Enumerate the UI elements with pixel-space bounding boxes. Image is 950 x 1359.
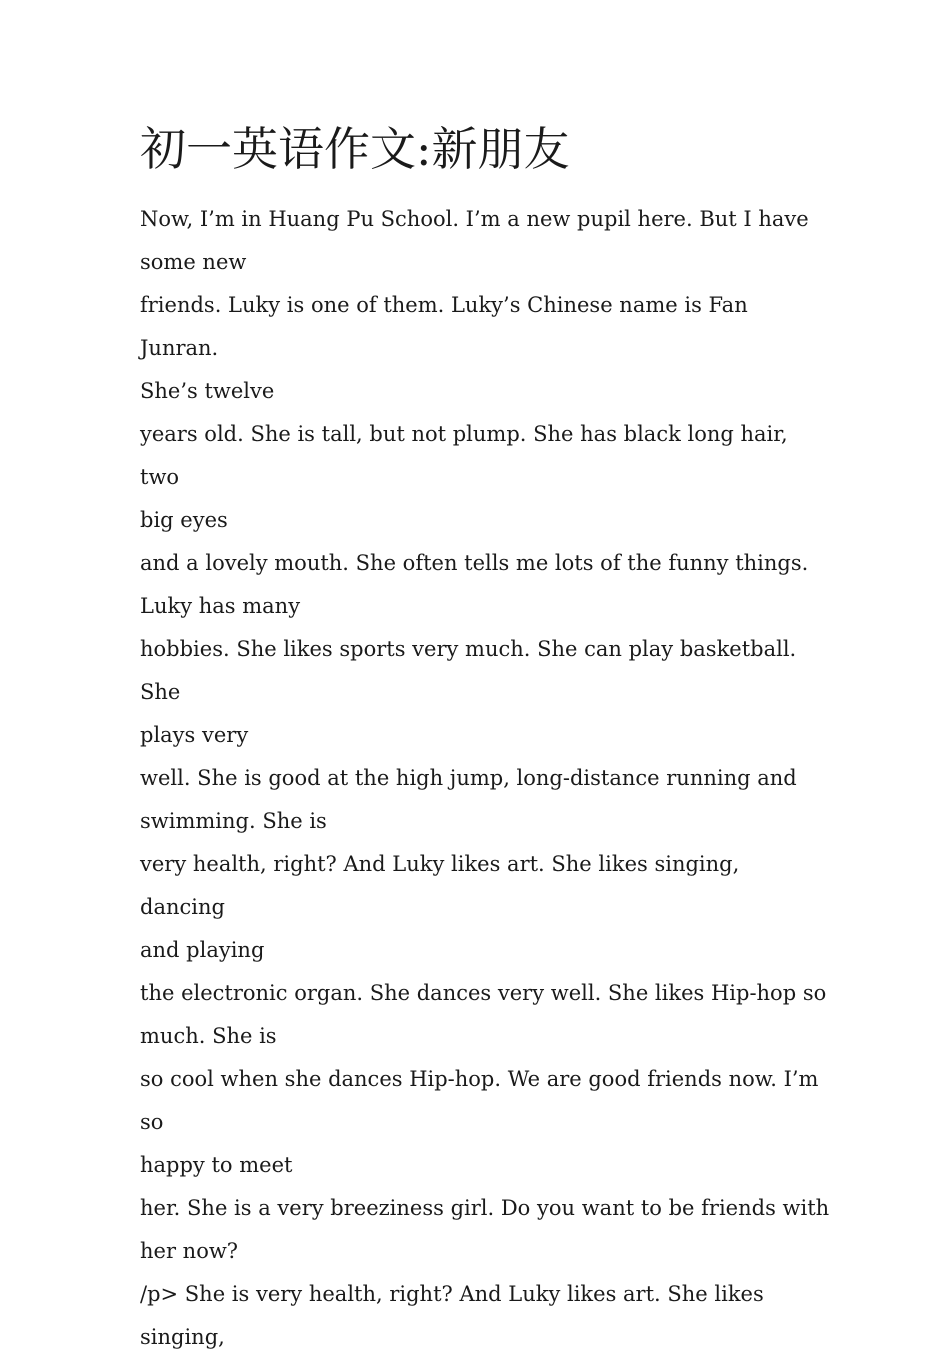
document-line: some new [140,250,247,274]
document-line: hobbies. She likes sports very much. She can play basketball. She [140,637,803,704]
document-title: 初一英语作文:新朋友 [140,122,570,176]
document-line: years old. She is tall, but not plump. She has black long hair, two [140,422,795,489]
document-page [140,118,830,1359]
document-line: plays very [140,723,249,747]
document-line: Luky has many [140,594,301,618]
document-body [140,198,830,1359]
document-line: the electronic organ. She dances very well. She likes Hip-hop so [140,981,827,1005]
document-line: and a lovely mouth. She often tells me lots of the funny things. [140,551,809,575]
document-line: swimming. She is [140,809,327,833]
document-line: big eyes [140,508,228,532]
document-line: She’s twelve [140,379,275,403]
document-line: very health, right? And Luky likes art. She likes singing, dancing [140,852,746,919]
document-line: her now? [140,1239,239,1263]
document-line: well. She is good at the high jump, long-distance running and [140,766,797,790]
document-line: and playing [140,938,265,962]
document-line: her. She is a very breeziness girl. Do you want to be friends with [140,1196,830,1220]
document-line: Now, I’m in Huang Pu School. I’m a new pupil here. But I have [140,207,809,231]
document-line: so cool when she dances Hip-hop. We are good friends now. I’m so [140,1067,826,1134]
document-line: friends. Luky is one of them. Luky’s Chinese name is Fan Junran. [140,293,755,360]
document-line: much. She is [140,1024,277,1048]
document-line: happy to meet [140,1153,293,1177]
document-line: /p> She is very health, right? And Luky likes art. She likes singing, [140,1282,771,1349]
